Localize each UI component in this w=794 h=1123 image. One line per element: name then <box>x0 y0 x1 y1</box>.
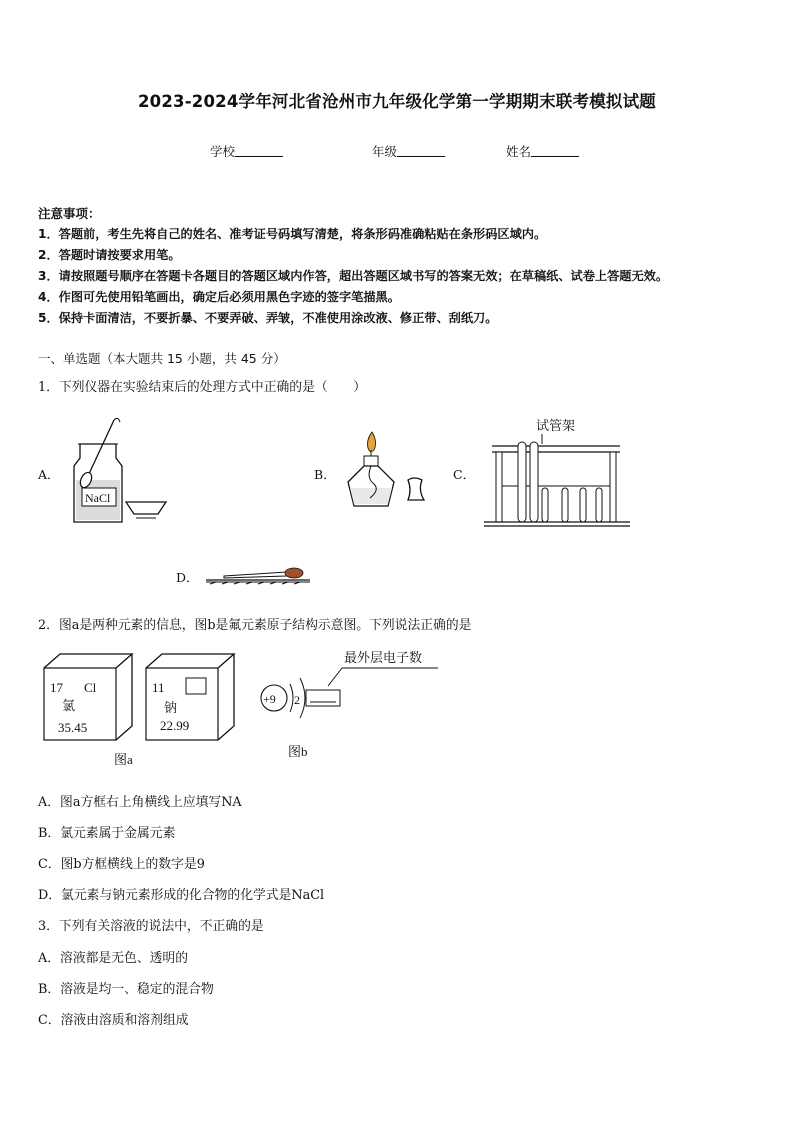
bottle-label: NaCl <box>85 491 111 505</box>
nucleus-charge: +9 <box>263 692 276 706</box>
note-item: 3．请按照题号顺序在答题卡各题目的答题区域内作答，超出答题区域书写的答案无效；在草稿纸、试卷上答题无效。 <box>38 269 669 283</box>
cl-symbol: Cl <box>84 680 97 695</box>
q3-option-a[interactable]: A．溶液都是无色、透明的 <box>38 951 189 966</box>
grade-blank[interactable] <box>397 144 445 157</box>
na-atomic-number: 11 <box>152 680 165 695</box>
name-blank[interactable] <box>531 144 579 157</box>
rack-label: 试管架 <box>536 419 576 434</box>
test-tube-rack-figure <box>478 432 636 528</box>
name-label: 姓名 <box>506 144 532 159</box>
q1-option-a-label[interactable]: A． <box>38 467 60 482</box>
note-item: 4．作图可先使用铅笔画出，确定后必须用黑色字迹的签字笔描黑。 <box>38 290 400 304</box>
q1-option-d-label[interactable]: D． <box>176 570 199 585</box>
na-symbol-blank <box>186 678 206 694</box>
note-item: 5．保持卡面清洁，不要折暴、不要弄破、弄皱，不准使用涂改液、修正带、刮纸刀。 <box>38 311 498 325</box>
question-1-stem: 1．下列仪器在实验结束后的处理方式中正确的是（ ） <box>38 380 367 395</box>
fluorine-atom-structure-figure-b <box>256 644 446 768</box>
note-item: 1．答题前，考生先将自己的姓名、准考证号码填写清楚，将条形码准确粘贴在条形码区域内。 <box>38 227 547 241</box>
cl-name: 氯 <box>62 698 76 713</box>
school-label: 学校 <box>210 144 236 159</box>
q2-option-c[interactable]: C．图b方框横线上的数字是9 <box>38 857 205 872</box>
dropper-figure <box>204 562 314 586</box>
question-2-stem: 2．图a是两种元素的信息，图b是氟元素原子结构示意图。下列说法正确的是 <box>38 618 472 633</box>
q3-option-c[interactable]: C．溶液由溶质和溶剂组成 <box>38 1013 189 1028</box>
cl-atomic-number: 17 <box>50 680 63 695</box>
reagent-bottle-figure <box>66 414 174 526</box>
note-item: 2．答题时请按要求用笔。 <box>38 248 181 262</box>
school-blank[interactable] <box>235 144 283 157</box>
q2-option-b[interactable]: B．氯元素属于金属元素 <box>38 826 176 841</box>
grade-label: 年级 <box>372 144 398 159</box>
q3-option-b[interactable]: B．溶液是均一、稳定的混合物 <box>38 982 214 997</box>
section-title: 一、单选题（本大题共 15 小题，共 45 分） <box>38 351 286 366</box>
na-name: 钠 <box>164 700 178 715</box>
outer-electrons-label: 最外层电子数 <box>344 650 423 665</box>
name-field <box>506 142 579 160</box>
notes-heading: 注意事项： <box>38 206 101 221</box>
cl-mass: 35.45 <box>58 720 88 735</box>
q2-option-a[interactable]: A．图a方框右上角横线上应填写NA <box>38 795 242 810</box>
inner-shell-count: 2 <box>294 693 300 707</box>
q2-option-d[interactable]: D．氯元素与钠元素形成的化合物的化学式是NaCl <box>38 888 325 903</box>
na-mass: 22.99 <box>160 718 190 733</box>
alcohol-lamp-figure <box>338 424 438 510</box>
school-field <box>210 142 283 160</box>
question-3-stem: 3．下列有关溶液的说法中，不正确的是 <box>38 919 264 934</box>
figure-b-caption: 图b <box>288 744 308 759</box>
q1-option-c-label[interactable]: C． <box>453 467 476 482</box>
grade-field <box>372 142 445 160</box>
element-info-figure-a <box>40 650 250 770</box>
q1-option-b-label[interactable]: B． <box>314 467 336 482</box>
page-title: 2023-2024学年河北省沧州市九年级化学第一学期期末联考模拟试题 <box>138 92 656 111</box>
outer-shell-box <box>306 690 340 706</box>
figure-a-caption: 图a <box>114 752 133 767</box>
